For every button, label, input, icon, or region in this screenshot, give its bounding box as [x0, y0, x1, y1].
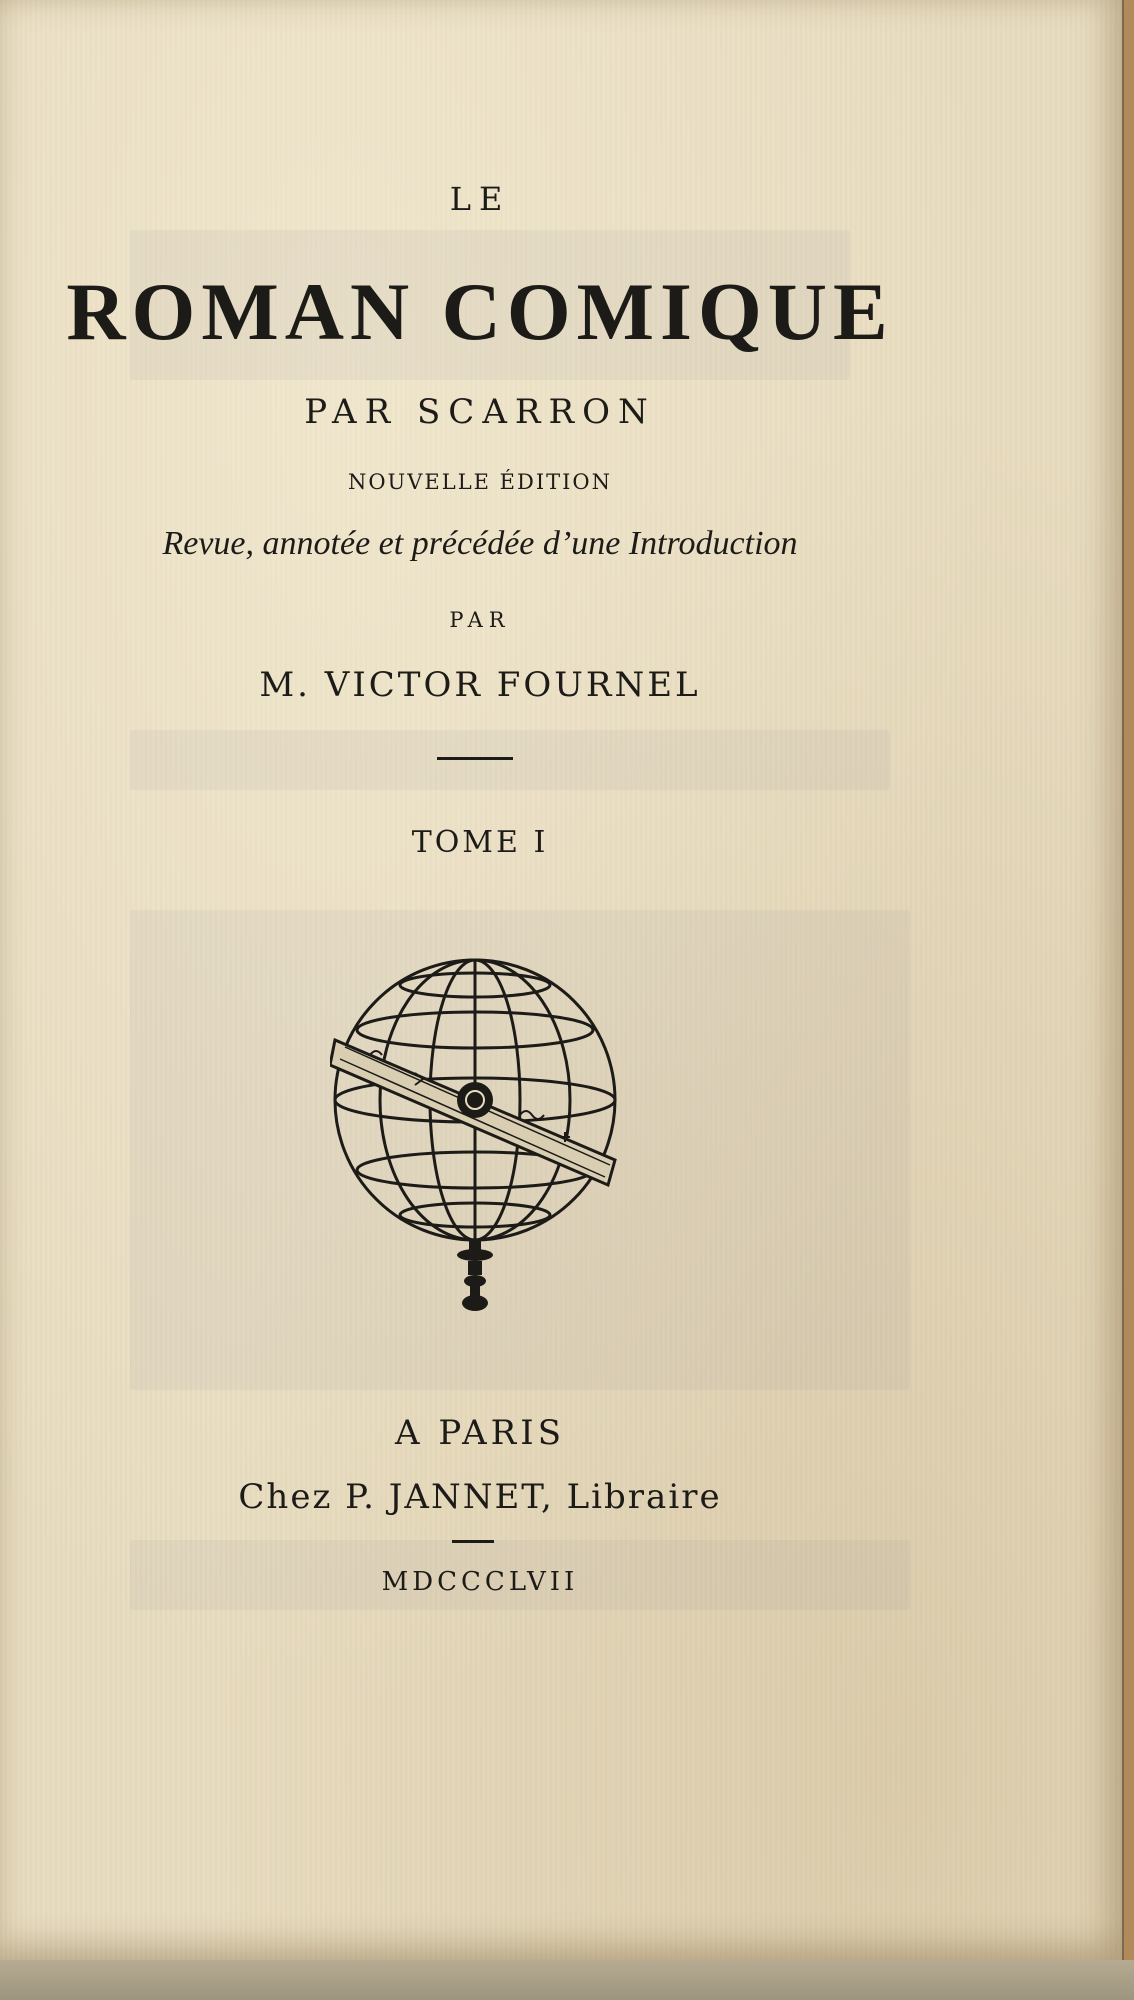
imprint-publisher: Chez P. JANNET, Libraire — [238, 1477, 722, 1517]
armillary-sphere-icon — [330, 945, 630, 1315]
bleed-through-text — [130, 730, 890, 790]
editor-line: M. VICTOR FOURNEL — [259, 665, 701, 705]
book-edge — [1122, 0, 1134, 1960]
imprint-year: MDCCCLVII — [381, 1567, 579, 1597]
imprint-place: A PARIS — [395, 1413, 565, 1453]
divider-rule-small — [452, 1540, 494, 1543]
par-line: PAR — [449, 608, 511, 632]
book-title: ROMAN COMIQUE — [66, 266, 894, 357]
divider-rule — [437, 757, 513, 760]
title-article: LE — [449, 180, 511, 218]
edition-line: NOUVELLE ÉDITION — [347, 470, 613, 494]
description-line: Revue, annotée et précédée d’une Introduction — [162, 525, 798, 562]
volume-line: TOME I — [411, 825, 549, 860]
author-line: PAR SCARRON — [304, 392, 656, 432]
page-bottom-edge — [0, 1960, 1134, 2000]
